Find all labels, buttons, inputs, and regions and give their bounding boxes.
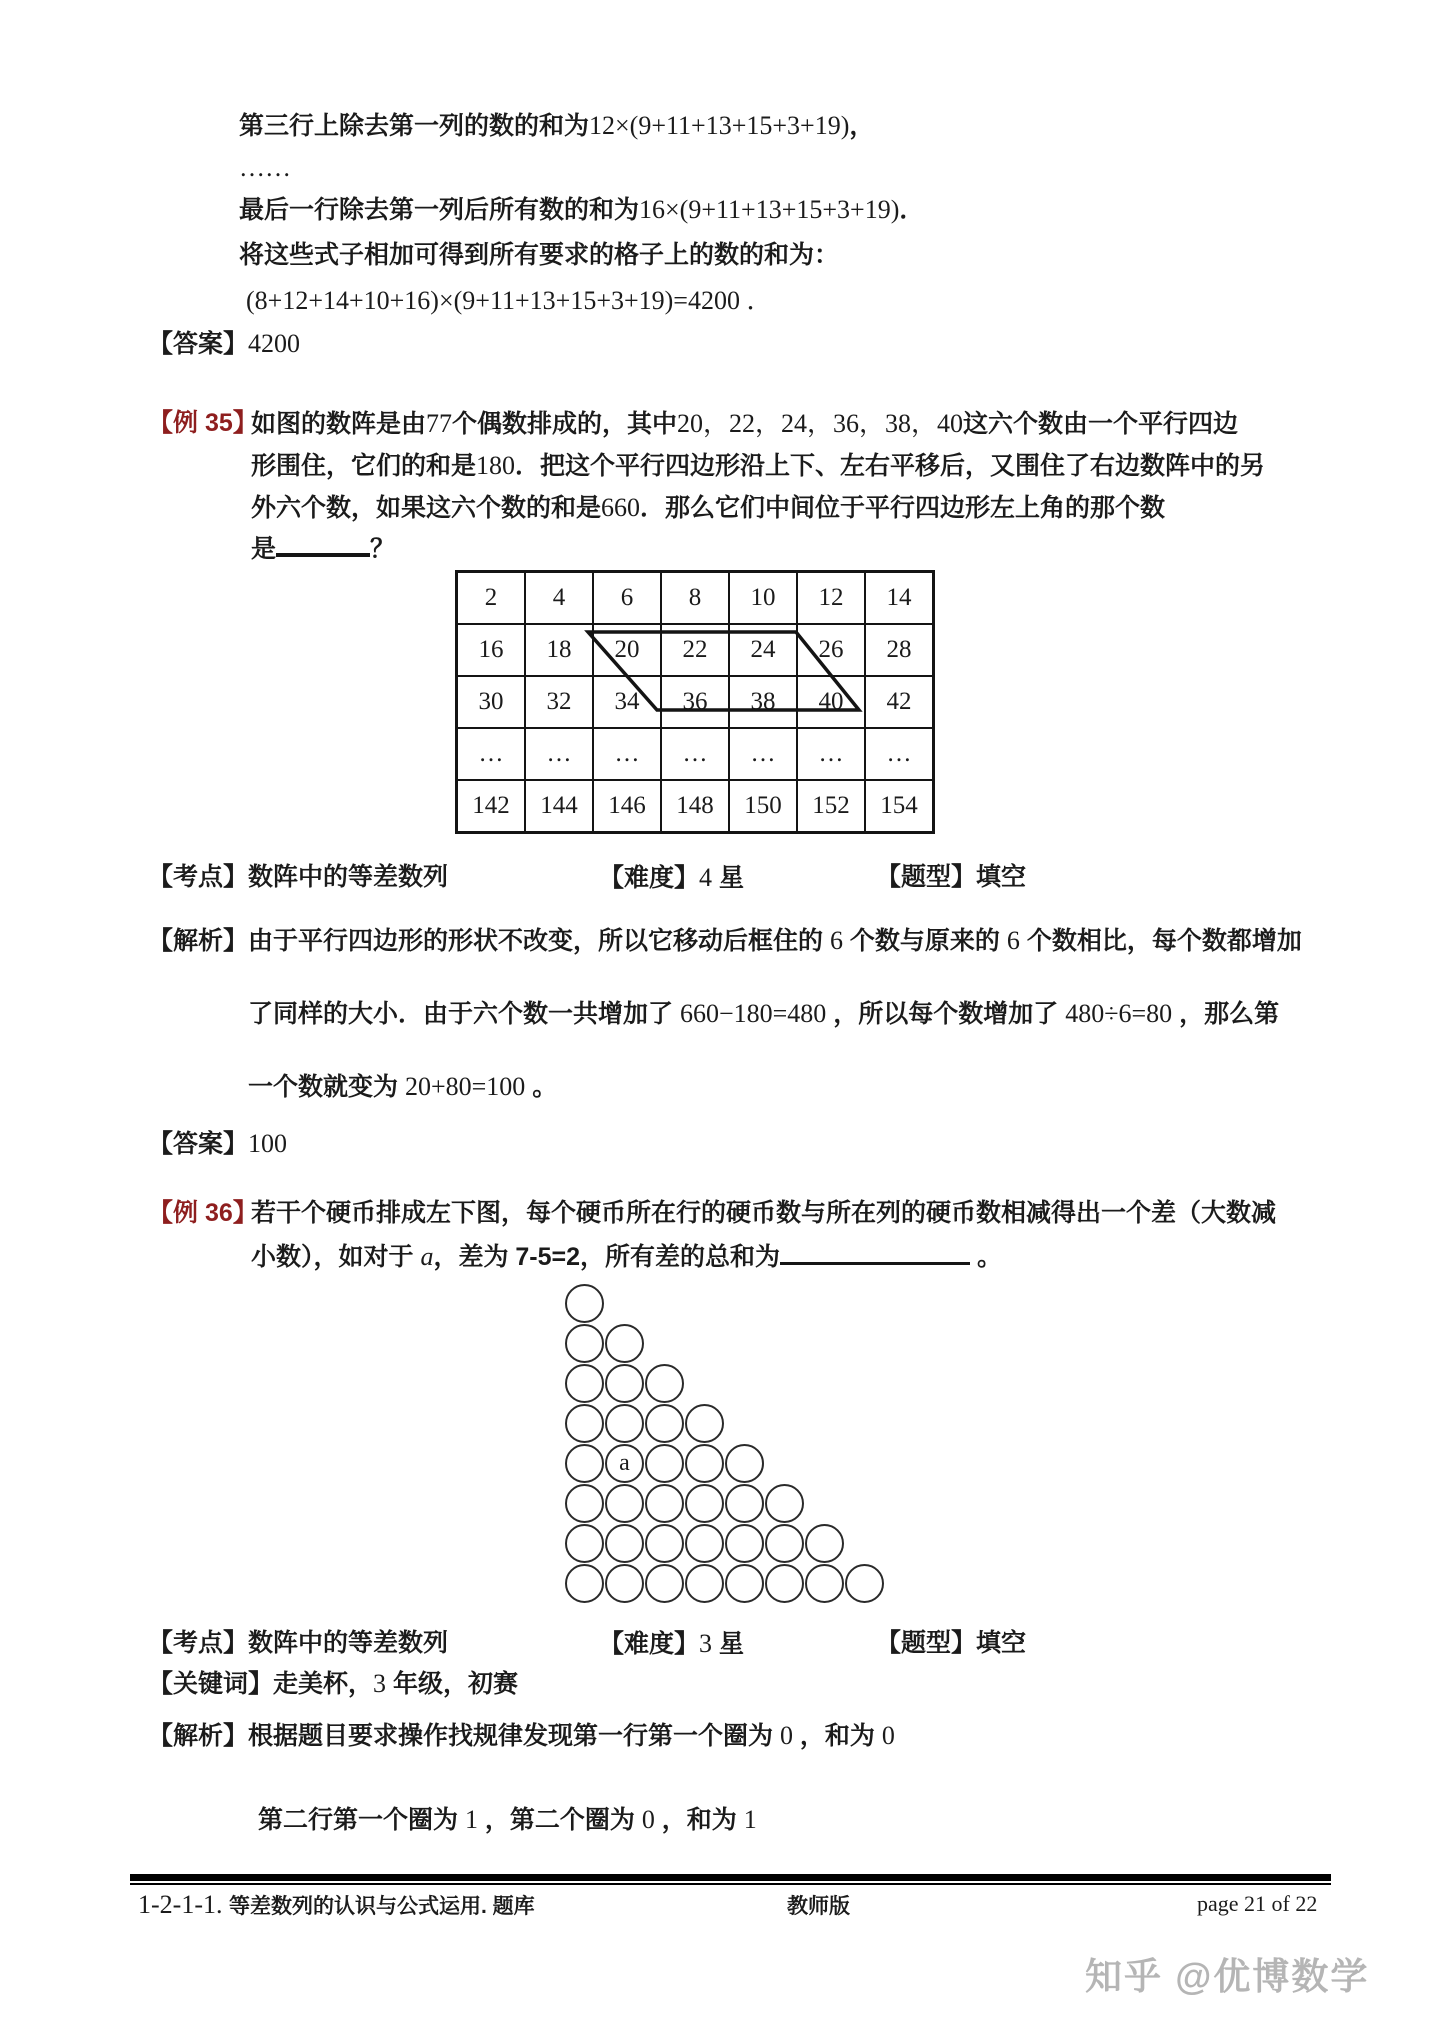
coin-circle [565,1324,604,1363]
coin-circle [565,1564,604,1603]
footer-center: 教师版 [787,1895,850,1918]
coin-circle [685,1444,724,1483]
text-segment: 星 [712,1630,744,1658]
text-segment: ．把这个平行四边形沿上下、左右平移后，又围住了右边数阵中的另 [515,452,1266,480]
grid-row [458,729,932,781]
analysis-line [248,1071,557,1104]
text-segment: 660 [601,493,641,522]
grid-cell: 2 [458,573,526,625]
grid-cell: 38 [730,677,798,729]
problem-line [251,450,1265,483]
solution-line [239,240,839,271]
nandu-value [699,1630,744,1658]
text-segment: 。 [970,1243,1003,1271]
grid-cell: 144 [526,781,594,831]
grid-cell: 8 [662,573,730,625]
text-segment: 3 [373,1669,387,1698]
tixing-value: 填空 [976,1629,1027,1657]
analysis-text [248,927,1302,955]
text-segment: ，所以每个数增加了 [826,1000,1066,1028]
grid-cell: 4 [526,573,594,625]
analysis-line [248,998,1279,1031]
text-segment: …… [239,153,291,182]
text-segment: 等差数列的认识与公式运用. 题库 [228,1895,535,1918]
text-segment: 个数与原来的 [842,927,1007,955]
text-segment: 年级，初赛 [386,1670,518,1698]
analysis-line [258,1804,757,1837]
text-segment: 若干个硬币排成左下图，每个硬币所在行的硬币数与所在列的硬币数相减得出一个差（大数减 [251,1199,1277,1227]
coin-circle [765,1524,804,1563]
grid-cell: 36 [662,677,730,729]
nandu-label: 【难度】 [599,864,700,892]
grid-cell: … [662,729,730,781]
text-segment: 是 [251,535,277,563]
grid-cell: 146 [594,781,662,831]
answer-label: 【答案】 [148,330,249,358]
coin-row [565,1524,885,1564]
text-segment: 180 [476,451,516,480]
analysis-line [148,1720,895,1753]
grid-cell: 152 [798,781,866,831]
answer-value: 100 [248,1129,288,1158]
grid-cell: 42 [866,677,932,729]
grid-cell: 40 [798,677,866,729]
grid-row [458,625,932,677]
coin-circle [725,1484,764,1523]
tixing-label: 【题型】 [876,1629,977,1657]
coin-circle [645,1364,684,1403]
grid-cell: 20 [594,625,662,677]
coin-circle [685,1484,724,1523]
coin-circle [605,1524,644,1563]
coin-circle [565,1284,604,1323]
analysis-text [248,1722,895,1750]
text-segment: ，第二个圈为 [477,1806,642,1834]
text-segment: 20，22，24，36，38，40 [677,409,964,438]
tixing-label: 【题型】 [876,863,977,891]
coin-circle [845,1564,884,1603]
text-segment: 3 [699,1629,713,1658]
problem-line [251,408,1238,441]
text-segment: (8+12+14+10+16)×(9+11+13+15+3+19)=4200 ． [246,286,773,315]
text-segment: 6 [1006,926,1020,955]
grid-row [458,677,932,729]
coin-circle [605,1404,644,1443]
grid-cell: 16 [458,625,526,677]
problem-line [251,1241,1002,1274]
coin-circle [805,1524,844,1563]
text-segment: 480÷6=80 [1065,999,1173,1028]
text-segment: ，那么第 [1172,1000,1280,1028]
text-segment: ．那么它们中间位于平行四边形左上角的那个数 [640,494,1166,522]
coin-row [565,1484,885,1524]
text-segment: 6 [829,926,843,955]
answer-blank [276,539,370,557]
answer-value: 4200 [248,329,301,358]
meta-nandu [599,1628,744,1661]
coin-circle [685,1404,724,1443]
solution-formula-line [246,285,772,318]
watermark: 知乎 @优博数学 [1085,1956,1370,1997]
coin-circle [645,1444,684,1483]
text-segment: 660−180=480 [679,999,827,1028]
text-segment: 这六个数由一个平行四边 [963,410,1239,438]
kaodian-label: 【考点】 [148,1629,249,1657]
text-segment: 根据题目要求操作找规律发现第一行第一个圈为 [248,1722,780,1750]
footer-left [138,1890,535,1920]
keyword-value [273,1670,518,1698]
grid-cell: 26 [798,625,866,677]
coin-circle [565,1404,604,1443]
grid-cell: 28 [866,625,932,677]
text-segment: ？ [370,535,396,563]
example36-label: 【例 36】 [148,1199,258,1227]
text-segment: 4 [699,863,713,892]
nandu-label: 【难度】 [599,1630,700,1658]
grid-cell: 10 [730,573,798,625]
grid-cell: … [730,729,798,781]
grid-cell: 22 [662,625,730,677]
solution-line [239,194,924,227]
coin-circle [805,1564,844,1603]
grid-row [458,573,932,625]
coin-row [565,1404,885,1444]
number-grid [455,570,935,834]
coin-circle [645,1524,684,1563]
problem-line [251,534,395,565]
coin-circle [645,1564,684,1603]
coin-circle [765,1484,804,1523]
text-segment: 1 [464,1805,478,1834]
solution-line [239,110,874,143]
keyword-label: 【关键词】 [148,1670,274,1698]
analysis-line [148,925,1302,958]
number-grid-rows [458,573,932,831]
grid-cell: 150 [730,781,798,831]
answer-row [148,328,300,361]
meta-nandu [599,862,744,895]
answer-blank [780,1248,970,1265]
coin-row [565,1284,885,1324]
coin-circle [605,1324,644,1363]
text-segment: 1 [743,1805,757,1834]
text-segment: 由于平行四边形的形状不改变，所以它移动后框住的 [248,927,830,955]
tixing-value: 填空 [976,863,1027,891]
example35-label: 【例 35】 [148,409,258,437]
grid-cell: … [798,729,866,781]
grid-cell: 6 [594,573,662,625]
text-segment: ， [849,112,875,140]
grid-cell: 30 [458,677,526,729]
text-segment: 个数相比，每个数都增加 [1019,927,1302,955]
grid-row [458,781,932,831]
meta-tixing [876,1628,1026,1659]
text-segment: 77 [426,409,453,438]
analysis-label: 【解析】 [148,927,249,955]
coin-circle [725,1524,764,1563]
grid-cell: 154 [880,792,918,819]
coin-row [565,1364,885,1404]
text-segment: 一个数就变为 [248,1073,405,1101]
kaodian-value: 数阵中的等差数列 [248,863,449,891]
meta-kaodian [148,862,448,893]
grid-cell: … [866,729,932,781]
kaodian-label: 【考点】 [148,863,249,891]
text-segment: 。 [525,1073,558,1101]
meta-keyword [148,1668,518,1701]
coin-circle [685,1524,724,1563]
coin-circle [565,1364,604,1403]
text-segment: 如图的数阵是由 [251,410,427,438]
grid-cell: 18 [526,625,594,677]
text-segment: ，和为 [654,1806,744,1834]
kaodian-value: 数阵中的等差数列 [248,1629,449,1657]
analysis-label: 【解析】 [148,1722,249,1750]
text-segment: 走美杯， [273,1670,374,1698]
footer-page-number: page 21 of 22 [1197,1891,1318,1916]
text-segment: ，差为 [433,1243,516,1271]
coin-circle [645,1404,684,1443]
text-segment: 将这些式子相加可得到所有要求的格子上的数的和为： [239,241,840,269]
grid-cell: … [594,729,662,781]
text-segment: a [420,1242,434,1271]
coin-circle [605,1564,644,1603]
meta-kaodian [148,1628,448,1659]
text-segment: 外六个数，如果这六个数的和是 [251,494,602,522]
coin-circle [565,1444,604,1483]
text-segment: 最后一行除去第一列后所有数的和为 [239,196,640,224]
coin-row [565,1564,885,1604]
coin-row [565,1324,885,1364]
text-segment: 1-2-1-1. [138,1890,229,1919]
grid-cell: 34 [594,677,662,729]
text-segment: 7-5=2 [515,1243,581,1271]
grid-cell: 24 [730,625,798,677]
coin-circle [685,1564,724,1603]
coin-circle [725,1444,764,1483]
coin-circle [645,1484,684,1523]
answer-row [148,1128,287,1161]
footer-rule [130,1874,1331,1885]
text-segment: 了同样的大小．由于六个数一共增加了 [248,1000,680,1028]
coin-circle [605,1364,644,1403]
text-segment: ，所有差的总和为 [580,1243,781,1271]
text-segment: 16×(9+11+13+15+3+19) [639,195,900,224]
answer-label: 【答案】 [148,1130,249,1158]
grid-cell: 12 [798,573,866,625]
problem-line [251,492,1165,525]
coin-triangle-figure [565,1284,885,1604]
coin-circle [725,1564,764,1603]
text-segment: ，和为 [792,1722,882,1750]
problem-line [251,1198,1276,1229]
text-segment: 0 [881,1721,895,1750]
coin-circle [565,1484,604,1523]
grid-cell: 148 [662,781,730,831]
text-segment: 0 [641,1805,655,1834]
grid-cell: 142 [458,781,526,831]
meta-tixing [876,862,1026,893]
coin-circle [605,1484,644,1523]
text-segment: 小数），如对于 [251,1243,421,1271]
text-segment: 第二行第一个圈为 [258,1806,465,1834]
coin-row [565,1444,885,1484]
text-segment: 第三行上除去第一列的数的和为 [239,112,590,140]
coin-circle [765,1564,804,1603]
text-segment: 0 [779,1721,793,1750]
text-segment: ． [899,196,925,224]
grid-cell: 32 [526,677,594,729]
text-segment: 12×(9+11+13+15+3+19) [589,111,850,140]
grid-cell: … [458,729,526,781]
text-segment: 星 [712,864,744,892]
coin-circle: a [605,1444,644,1483]
coin-circle [565,1524,604,1563]
grid-cell: … [526,729,594,781]
text-segment: 形围住，它们的和是 [251,452,477,480]
nandu-value [699,864,744,892]
grid-cell: 14 [866,573,932,625]
text-segment: 20+80=100 [404,1072,526,1101]
text-segment: 个偶数排成的，其中 [452,410,678,438]
solution-ellipsis-line [239,152,291,185]
